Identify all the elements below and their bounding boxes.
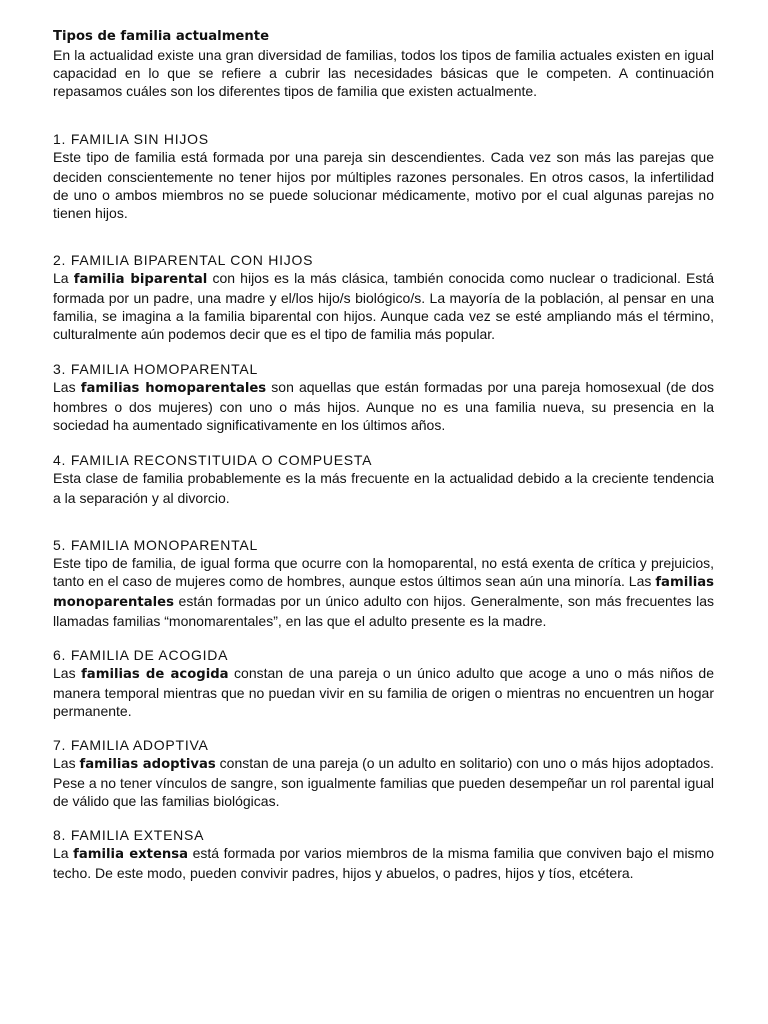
section-body [53, 664, 714, 720]
intro-paragraph: En la actualidad existe una gran diversidad de familias, todos los tipos de familia actuales existen en igual capacidad en lo que se refiere a cubrir las necesidades básicas que le competen. A continuación repasamos cuáles son los diferentes tipos de familia que existen actualmente. [53, 47, 714, 99]
intro-block [53, 28, 714, 100]
section-familia-biparental [53, 251, 714, 343]
section-heading: 1. FAMILIA SIN HIJOS [53, 131, 209, 147]
section-body [53, 378, 714, 434]
body-text-bold: familias de acogida [81, 667, 229, 682]
section-body [53, 844, 714, 882]
body-text-post: Esta clase de familia probablemente es la más frecuente en la actualidad debido a la creciente tendencia a la separación y al divorcio. [53, 470, 714, 506]
document-title: Tipos de familia actualmente [53, 29, 270, 44]
body-text-bold: familias monoparentales [53, 575, 714, 610]
body-text-bold: familias homoparentales [80, 381, 267, 396]
section-heading: 3. FAMILIA HOMOPARENTAL [53, 361, 258, 377]
section-heading: 6. FAMILIA DE ACOGIDA [53, 647, 229, 663]
body-text-post: están formadas por un único adulto con hijos. Generalmente, son más frecuentes las llamadas familias “monomarentales”, en las que el adulto presente es la madre. [53, 593, 714, 629]
section-heading: 5. FAMILIA MONOPARENTAL [53, 537, 258, 553]
body-text-pre: La [53, 270, 74, 286]
body-text-post: está formada por varios miembros de la misma familia que conviven bajo el mismo techo. De este modo, pueden convivir padres, hijos y abuelos, o padres, hijos y tíos, etcétera. [53, 845, 714, 881]
body-text-bold: familia extensa [73, 847, 189, 862]
body-text-pre: Las [53, 665, 82, 681]
body-text-post: Este tipo de familia está formada por una pareja sin descendientes. Cada vez son más las parejas que deciden conscientemente no tener hijos por múltiples razones personales. En otros casos, la infertilidad de uno o ambos miembros no se puede solucionar médicamente, motivo por el cual algunas parejas no tienen hijos. [53, 149, 714, 221]
section-familia-reconstituida [53, 451, 714, 507]
section-body [53, 754, 714, 810]
section-body [53, 269, 714, 343]
body-text-pre: Este tipo de familia, de igual forma que ocurre con la homoparental, no está exenta de crítica y prejuicios, tanto en el caso de mujeres como de hombres, aunque estos últimos sean aún una minoría. Las [53, 555, 714, 589]
section-familia-sin-hijos [53, 130, 714, 222]
body-text-pre: Las [53, 379, 81, 395]
section-heading: 2. FAMILIA BIPARENTAL CON HIJOS [53, 252, 314, 268]
section-heading: 8. FAMILIA EXTENSA [53, 827, 205, 843]
body-text-post: son aquellas que están formadas por una pareja homosexual (de dos hombres o dos mujeres) con uno o más hijos. Aunque no es una familia nueva, su presencia en la sociedad ha aumentado significativamente en los últimos años. [53, 379, 714, 433]
section-body [53, 148, 714, 222]
section-body [53, 469, 714, 507]
body-text-post: constan de una pareja (o un adulto en solitario) con uno o más hijos adoptados. Pese a no tener vínculos de sangre, son igualmente familias que pueden desempeñar un rol parental igual de válido que las familias biológicas. [53, 755, 714, 809]
section-familia-monoparental [53, 536, 714, 630]
section-familia-homoparental [53, 360, 714, 434]
body-text-pre: La [53, 845, 74, 861]
section-heading: 7. FAMILIA ADOPTIVA [53, 737, 209, 753]
body-text-pre: Las [53, 755, 80, 771]
body-text-post: con hijos es la más clásica, también conocida como nuclear o tradicional. Está formada por un padre, una madre y el/los hijo/s biológico/s. La mayoría de la población, al pensar en una familia, se imagina a la familia biparental con hijos. Aunque cada vez se esté ampliando más el término, culturalmente aún podemos decir que es el tipo de familia más popular. [53, 270, 714, 342]
body-text-bold: familia biparental [73, 272, 208, 287]
section-familia-de-acogida [53, 646, 714, 720]
section-familia-adoptiva [53, 736, 714, 810]
section-body [53, 554, 714, 630]
body-text-bold: familias adoptivas [79, 757, 216, 772]
section-familia-extensa [53, 826, 714, 882]
body-text-post: constan de una pareja o un único adulto que acoge a uno o más niños de manera temporal mientras que no puedan vivir en su familia de origen o mientras no encuentren un hogar permanente. [53, 665, 714, 719]
section-heading: 4. FAMILIA RECONSTITUIDA O COMPUESTA [53, 452, 373, 468]
